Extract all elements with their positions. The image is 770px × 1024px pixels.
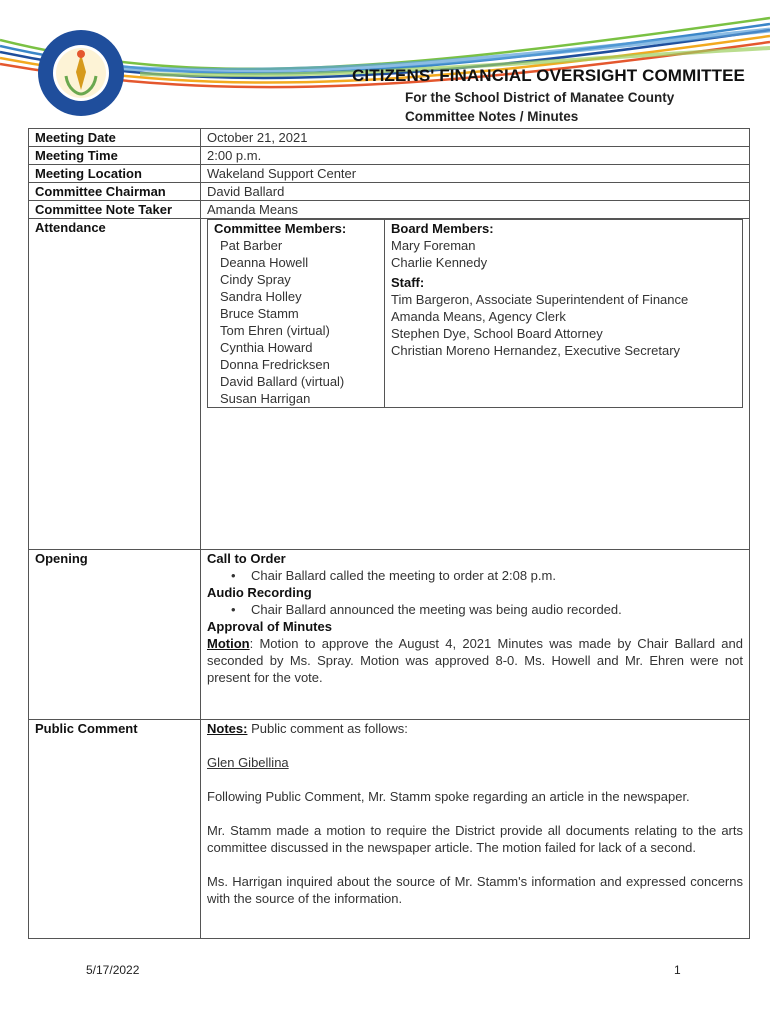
row-note-taker: [29, 201, 750, 219]
note-taker-value: Amanda Means: [201, 201, 750, 219]
row-attendance: [29, 219, 750, 550]
opening-cell: [201, 550, 750, 720]
opening-label: Opening: [29, 550, 201, 720]
public-comment-cell: [201, 720, 750, 939]
audio-recording-heading: Audio Recording: [207, 585, 312, 600]
footer-date: 5/17/2022: [86, 963, 140, 977]
motion-text: : Motion to approve the August 4, 2021 Minutes was made by Chair Ballard and seconded by Ms. Spray. Motion was approved 8-0. Ms. Howell and Mr. Ehren were not present for the vote.: [207, 636, 743, 685]
motion-label: Motion: [207, 636, 250, 651]
comment-paragraph-3: Ms. Harrigan inquired about the source of Mr. Stamm's information and expressed concerns with the source of the information.: [207, 874, 743, 906]
row-meeting-date: [29, 129, 750, 147]
meeting-date-value: October 21, 2021: [201, 129, 750, 147]
committee-title: CITIZENS' FINANCIAL OVERSIGHT COMMITTEE: [352, 66, 745, 85]
meeting-time-value: 2:00 p.m.: [201, 147, 750, 165]
board-member: Charlie Kennedy: [391, 255, 488, 270]
row-opening: [29, 550, 750, 720]
committee-member: Susan Harrigan: [220, 391, 311, 406]
audio-recording-item: • Chair Ballard announced the meeting was being audio recorded.: [231, 601, 743, 618]
meeting-time-label: Meeting Time: [29, 147, 201, 165]
audio-recording-list: [207, 601, 743, 618]
comment-paragraph-2: Mr. Stamm made a motion to require the District provide all documents relating to the arts committee discussed in the newspaper article. The motion failed for lack of a second.: [207, 823, 743, 855]
committee-member: Tom Ehren (virtual): [220, 323, 330, 338]
speaker-name: Glen Gibellina: [207, 755, 289, 770]
public-comment-label: Public Comment: [29, 720, 201, 939]
committee-member: Pat Barber: [220, 238, 283, 253]
attendance-cell: [201, 219, 750, 550]
call-to-order-heading: Call to Order: [207, 551, 286, 566]
board-staff-column: [385, 220, 743, 408]
meeting-location-value: Wakeland Support Center: [201, 165, 750, 183]
staff-member: Christian Moreno Hernandez, Executive Secretary: [391, 343, 681, 358]
minutes-table: [28, 128, 750, 939]
staff-member: Stephen Dye, School Board Attorney: [391, 326, 603, 341]
board-member: Mary Foreman: [391, 238, 476, 253]
approval-heading: Approval of Minutes: [207, 619, 332, 634]
subtitle-district: For the School District of Manatee County: [405, 90, 675, 105]
row-chairman: [29, 183, 750, 201]
subtitle-notes: Committee Notes / Minutes: [405, 109, 579, 124]
school-district-seal: [36, 28, 126, 118]
attendance-grid: [207, 219, 743, 408]
committee-member: David Ballard (virtual): [220, 374, 345, 389]
staff-heading: Staff:: [391, 275, 425, 290]
committee-member: Bruce Stamm: [220, 306, 299, 321]
notes-text: Public comment as follows:: [247, 721, 408, 736]
row-meeting-location: [29, 165, 750, 183]
committee-members-column: [208, 220, 385, 408]
row-meeting-time: [29, 147, 750, 165]
committee-member: Sandra Holley: [220, 289, 302, 304]
committee-member: Cindy Spray: [220, 272, 291, 287]
comment-paragraph-1: Following Public Comment, Mr. Stamm spoke regarding an article in the newspaper.: [207, 789, 690, 804]
chairman-label: Committee Chairman: [29, 183, 201, 201]
chairman-value: David Ballard: [201, 183, 750, 201]
committee-member: Donna Fredricksen: [220, 357, 330, 372]
notes-label: Notes:: [207, 721, 248, 736]
call-to-order-item: • Chair Ballard called the meeting to order at 2:08 p.m.: [231, 567, 743, 584]
note-taker-label: Committee Note Taker: [29, 201, 201, 219]
meeting-date-label: Meeting Date: [29, 129, 201, 147]
document-subtitle: [405, 88, 674, 126]
board-members-heading: Board Members:: [391, 221, 494, 236]
staff-member: Amanda Means, Agency Clerk: [391, 309, 566, 324]
motion-paragraph: [207, 635, 743, 686]
staff-member: Tim Bargeron, Associate Superintendent of Finance: [391, 292, 689, 307]
committee-member: Deanna Howell: [220, 255, 309, 270]
committee-member: Cynthia Howard: [220, 340, 313, 355]
meeting-location-label: Meeting Location: [29, 165, 201, 183]
row-public-comment: [29, 720, 750, 939]
notes-line: [207, 720, 743, 737]
call-to-order-list: [207, 567, 743, 584]
committee-members-heading: Committee Members:: [214, 221, 347, 236]
page-number: 1: [674, 963, 681, 977]
attendance-label: Attendance: [29, 219, 201, 550]
